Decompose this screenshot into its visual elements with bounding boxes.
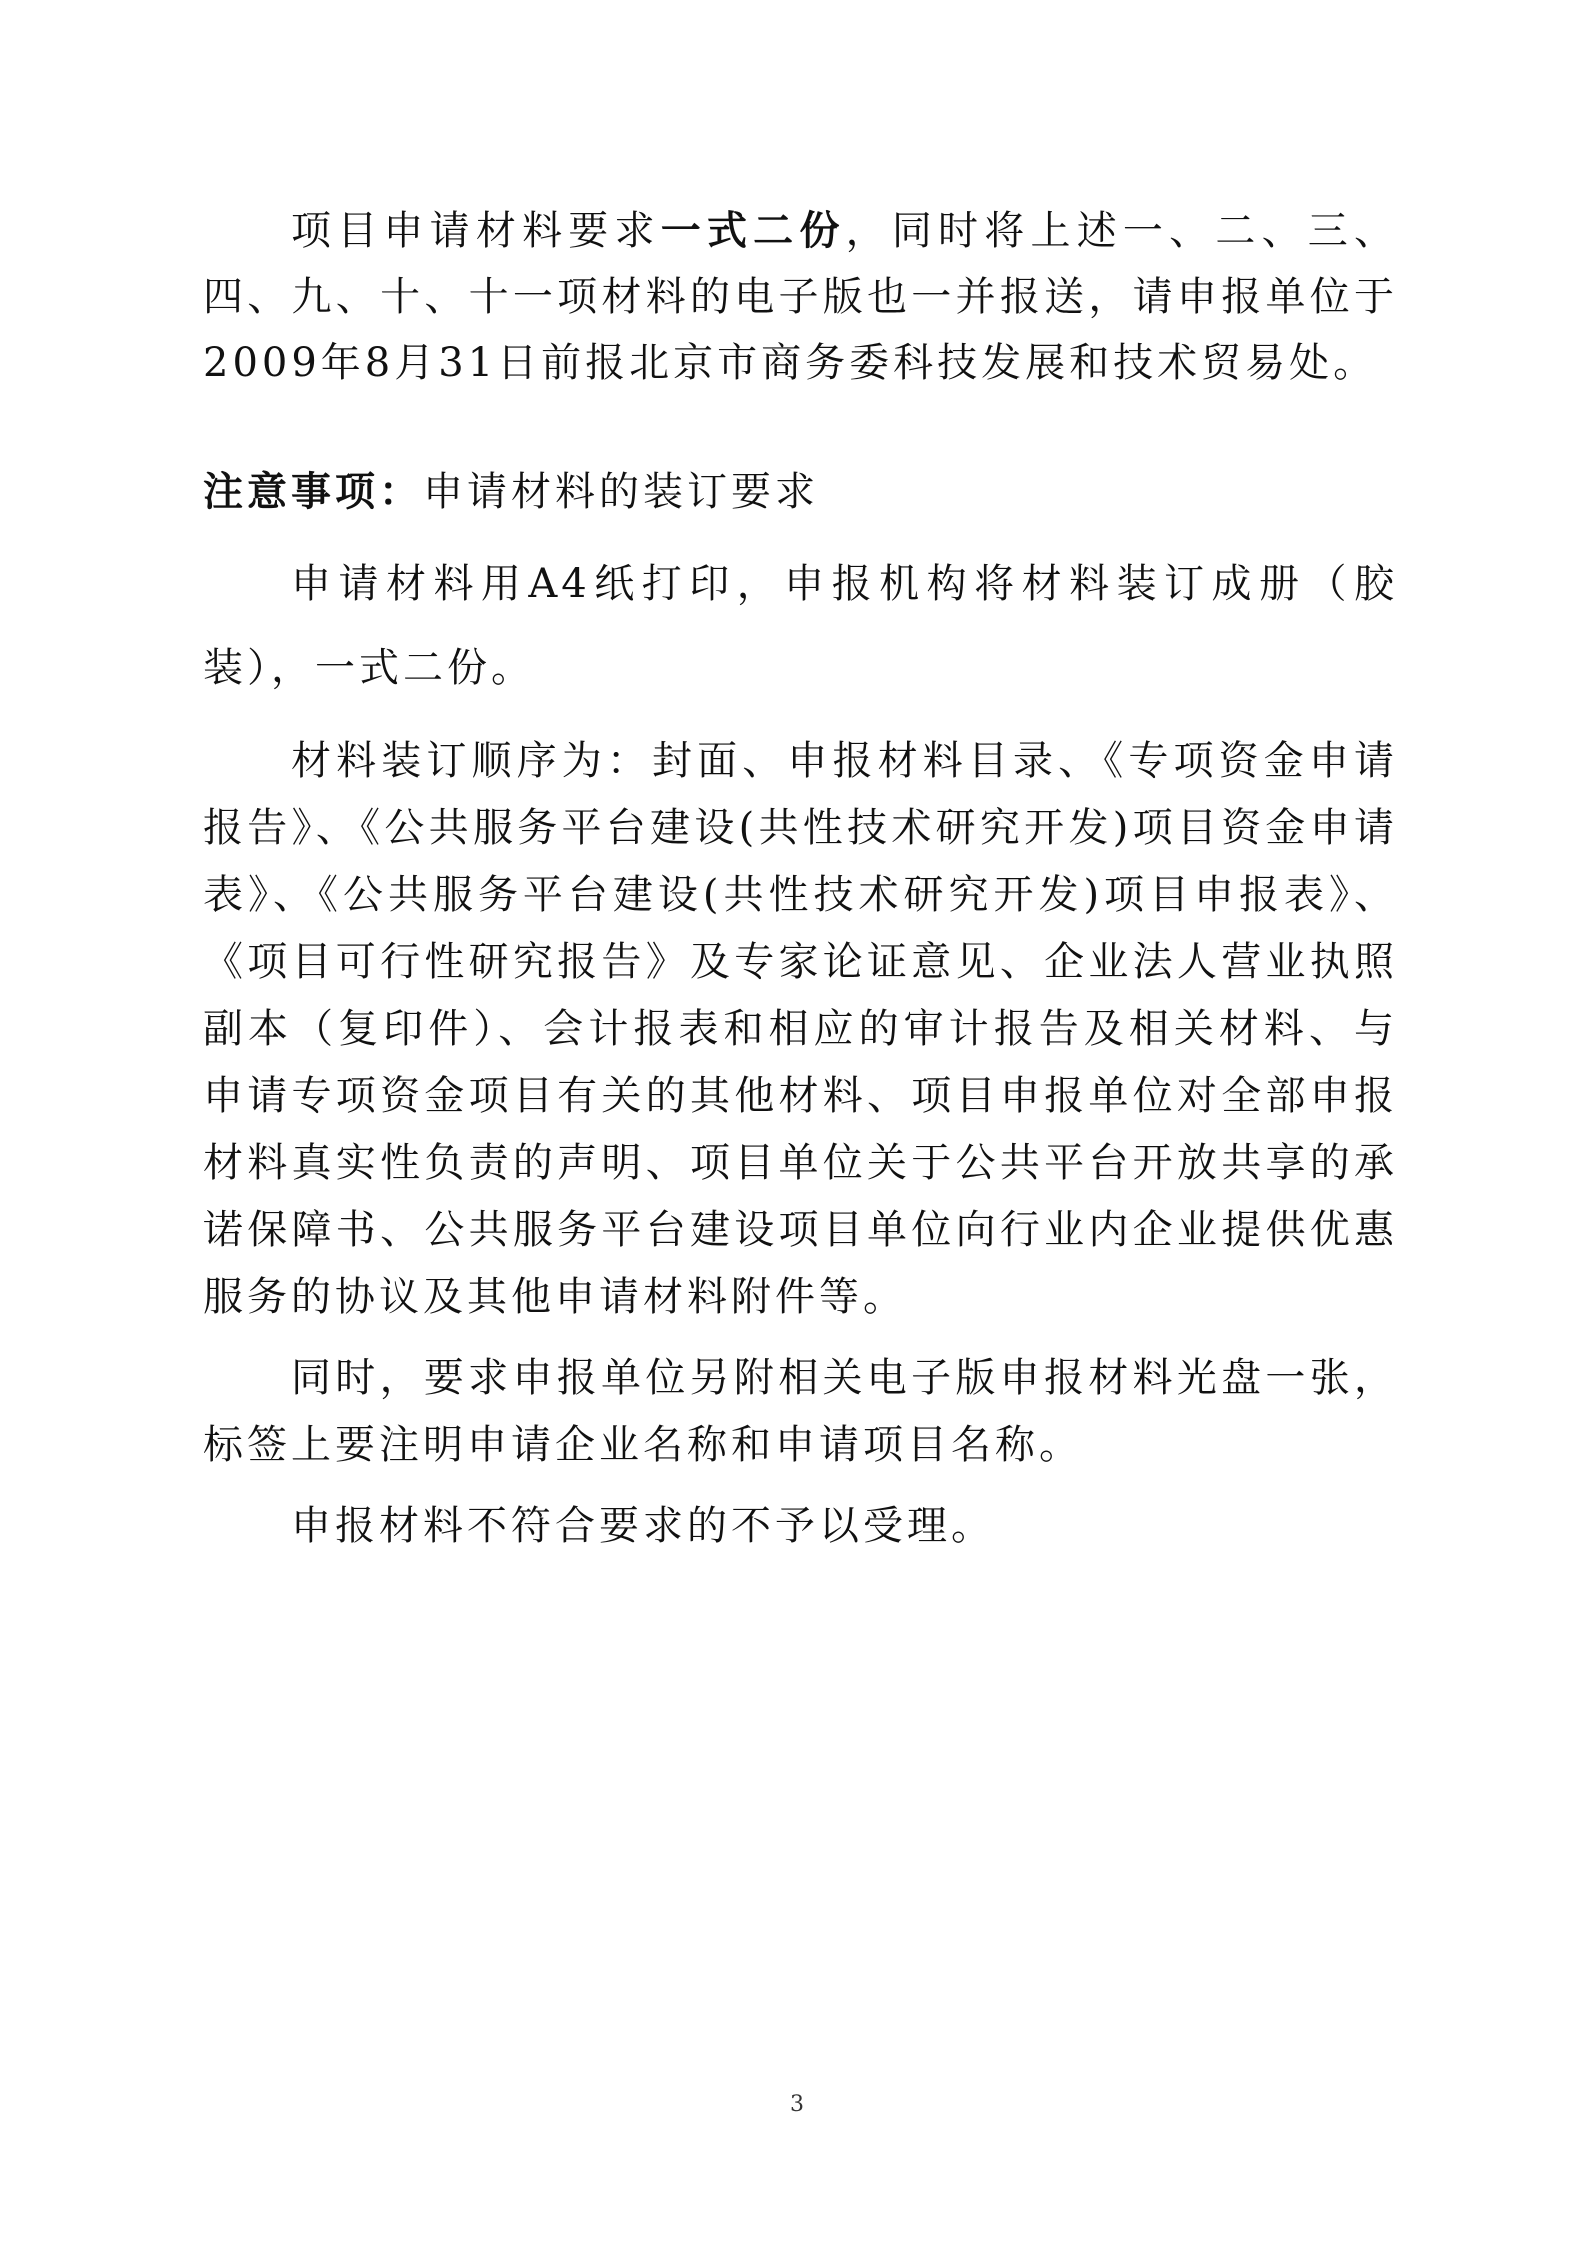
electronic-disk-paragraph: 同时，要求申报单位另附相关电子版申报材料光盘一张，标签上要注明申请企业名称和申请项目名称。 <box>203 1355 1398 1468</box>
page-number: 3 <box>790 2092 804 2117</box>
rejection-notice-paragraph: 申报材料不符合要求的不予以受理。 <box>291 1503 995 1549</box>
notice-text: 申请材料的装订要求 <box>423 469 819 515</box>
copies-emphasis: 一式二份 <box>660 208 846 254</box>
document-body <box>203 198 1398 1560</box>
submission-requirements-paragraph <box>203 198 1398 396</box>
submission-text-end: ，同时将上述一、二、三、四、九、十、十一项材料的电子版也一并报送，请申报单位于2009年8月31日前报北京市商务委科技发展和技术贸易处。 <box>203 208 1399 386</box>
binding-order-paragraph: 材料装订顺序为：封面、申报材料目录、《专项资金申请报告》、《公共服务平台建设(共性技术研究开发)项目资金申请表》、《公共服务平台建设(共性技术研究开发)项目申报表》、《项目可行性研究报告》及专家论证意见、企业法人营业执照副本（复印件）、会计报表和相应的审计报告及相关材料、与申请专项资金项目有关的其他材料、项目申报单位对全部申报材料真实性负责的声明、项目单位关于公共平台开放共享的承诺保障书、公共服务平台建设项目单位向行业内企业提供优惠服务的协议及其他申请材料附件等。 <box>203 738 1398 1320</box>
notice-label: 注意事项： <box>203 469 423 515</box>
notice-heading <box>203 456 1398 528</box>
submission-text-start: 项目申请材料要求 <box>291 208 661 254</box>
print-binding-paragraph: 申请材料用A4纸打印，申报机构将材料装订成册（胶装），一式二份。 <box>203 561 1398 691</box>
